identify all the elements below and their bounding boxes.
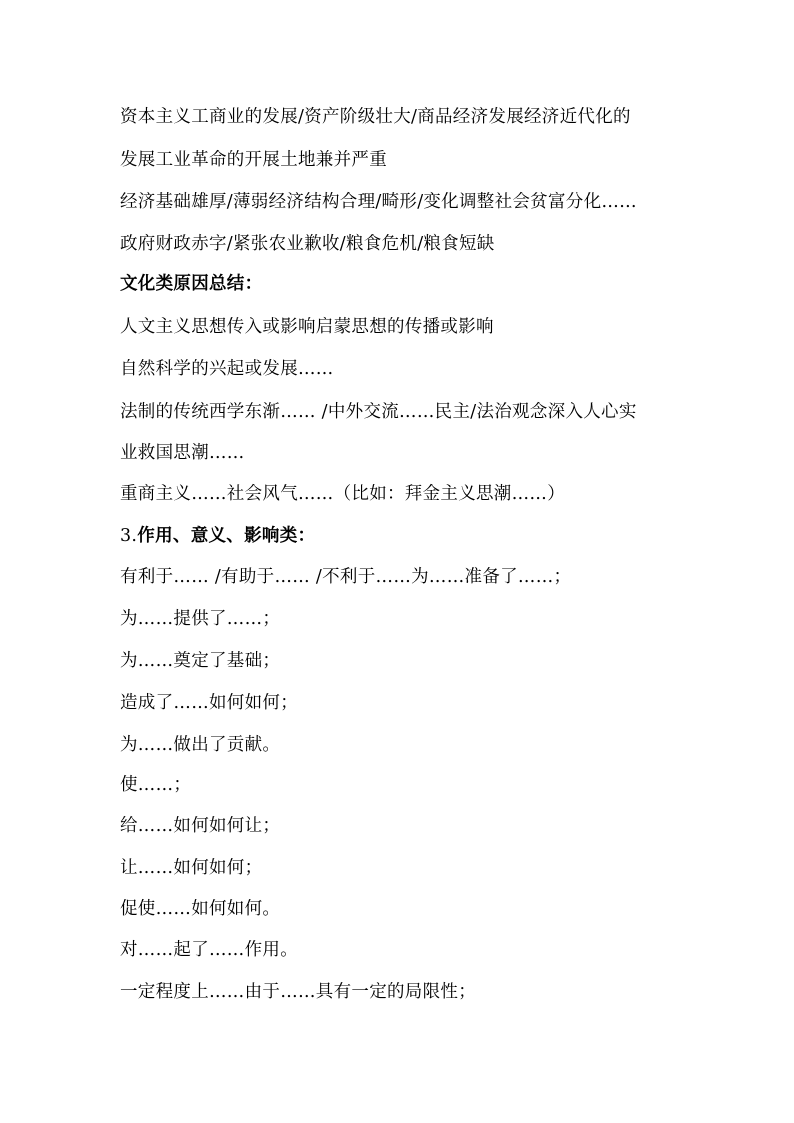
text-line: 业救国思潮…… <box>120 443 245 463</box>
text-line: 资本主义工商业的发展/资产阶级壮大/商品经济发展经济近代化的 <box>120 107 631 127</box>
culture-heading: 文化类原因总结： <box>120 274 263 294</box>
phrase-line: 让……如何如何； <box>120 858 263 878</box>
phrase-line: 给……如何如何让； <box>120 816 281 836</box>
phrase-line: 有利于…… /有助于…… /不利于……为……准备了……； <box>120 567 572 587</box>
phrase-line: 为……提供了……； <box>120 609 281 629</box>
phrase-line: 造成了……如何如何； <box>120 693 298 713</box>
text-line: 政府财政赤字/紧张农业歉收/粮食危机/粮食短缺 <box>120 234 495 254</box>
text-line: 法制的传统西学东渐…… /中外交流……民主/法治观念深入人心实 <box>120 402 637 422</box>
phrase-line: 为……奠定了基础； <box>120 651 281 671</box>
text-line: 人文主义思想传入或影响启蒙思想的传播或影响 <box>120 317 494 337</box>
text-line: 自然科学的兴起或发展…… <box>120 359 334 379</box>
phrase-line: 促使……如何如何。 <box>120 899 281 919</box>
text-line: 经济基础雄厚/薄弱经济结构合理/畸形/变化调整社会贫富分化…… <box>120 192 637 212</box>
phrase-line: 一定程度上……由于……具有一定的局限性； <box>120 982 476 1002</box>
section-number: 3. <box>120 526 138 546</box>
phrase-line: 使……； <box>120 775 192 795</box>
section-title: 作用、意义、影响类： <box>137 526 316 546</box>
section-3-heading <box>120 525 315 547</box>
phrase-line: 为……做出了贡献。 <box>120 735 281 755</box>
text-line: 重商主义……社会风气……（比如：拜金主义思潮……） <box>120 484 565 504</box>
phrase-line: 对……起了……作用。 <box>120 940 298 960</box>
text-line: 发展工业革命的开展土地兼并严重 <box>120 150 387 170</box>
